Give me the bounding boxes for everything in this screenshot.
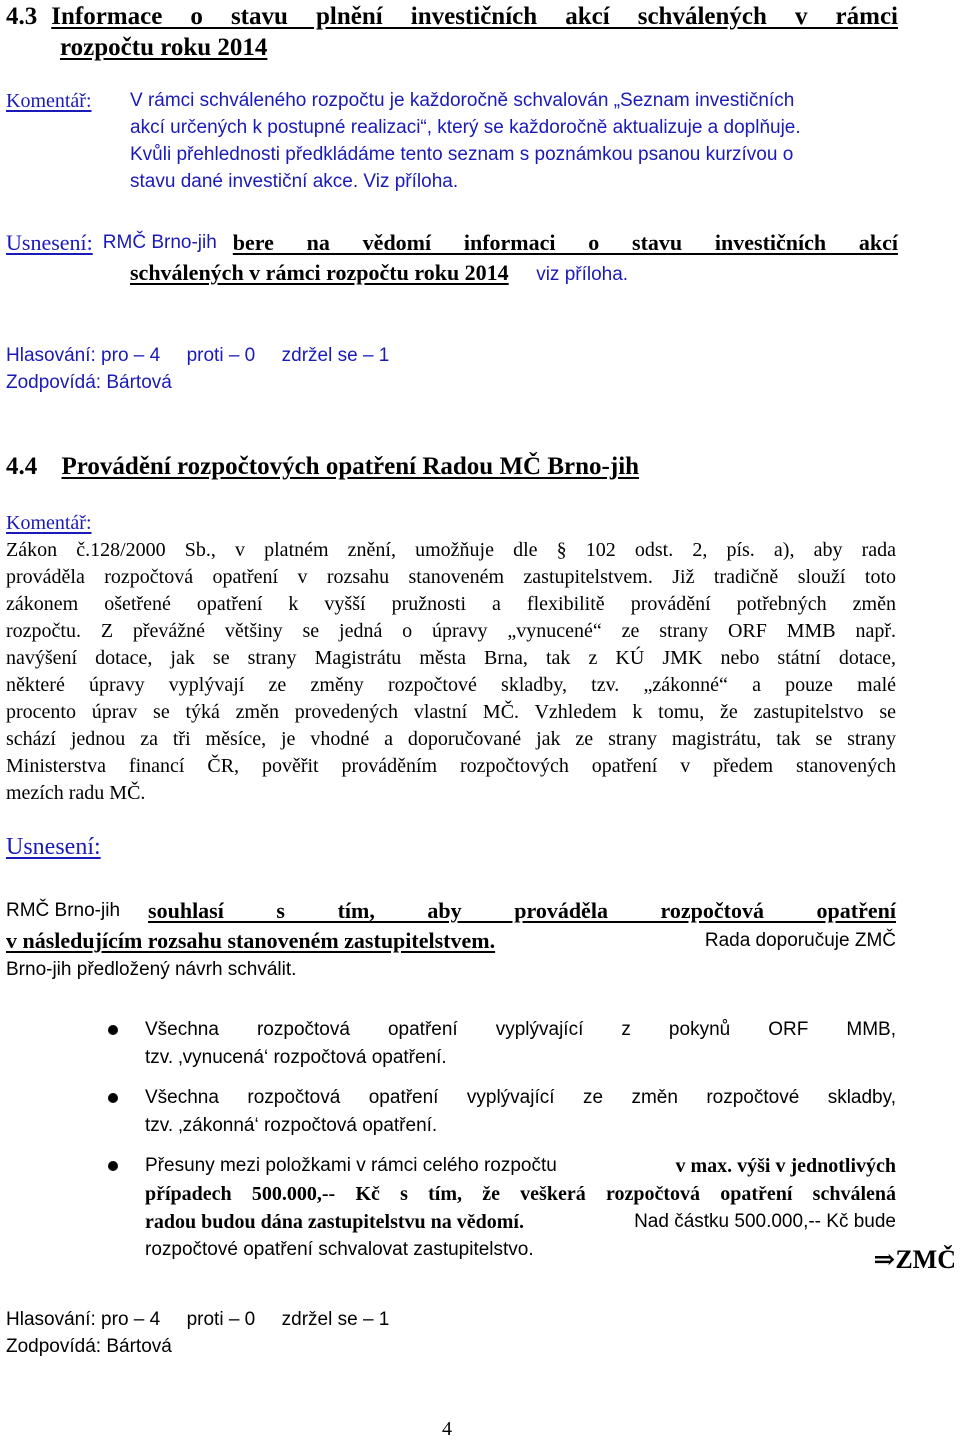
section-4-3-heading [6, 0, 898, 33]
list-item [0, 1152, 896, 1264]
res-tail: Rada doporučuje ZMČ [704, 930, 896, 951]
usneseni-bold-2: schválených v rámci rozpočtu roku 2014 [130, 260, 509, 285]
komentar-label: Komentář: [6, 90, 92, 112]
bullet-text: Přesuny mezi položkami v rámci celého rozpočtu [145, 1155, 557, 1176]
section-4-4-heading [6, 450, 639, 483]
usneseni-line2 [130, 258, 628, 290]
usneseni-bold: bere na vědomí informaci o stavu investičních akcí [232, 230, 898, 255]
section-title: Provádění rozpočtových opatření Radou MČ Brno-jih [61, 453, 640, 480]
section-number: 4.4 [6, 453, 38, 480]
bullet-list [0, 1016, 896, 1264]
bullet-line [145, 1208, 896, 1236]
bullet-text-bold: radou budou dána zastupitelstvu na vědomí. [145, 1211, 524, 1233]
body-line: procento úprav se týká změn provedených vlastní MČ. Vzhledem k tomu, že zastupitelstvo se [6, 701, 896, 723]
komentar-line: stavu dané investiční akce. Viz příloha. [130, 171, 459, 192]
arrow-zmc: ⇒ZMČ [873, 1245, 956, 1274]
bullet-text: Všechna rozpočtová opatření vyplývající z pokynů ORF MMB, [145, 1019, 896, 1040]
usneseni-subject: RMČ Brno-jih [102, 232, 217, 253]
usneseni-4-4-line2 [6, 926, 896, 956]
hlasovani-4-3: Hlasování: pro – 4 proti – 0 zdržel se – 1 [6, 345, 390, 366]
bullet-text: tzv. ‚vynucená‘ rozpočtová opatření. [145, 1047, 447, 1068]
page-number: 4 [442, 1418, 452, 1440]
komentar-line: Kvůli přehlednosti předkládáme tento seznam s poznámkou psanou kurzívou o [130, 144, 794, 165]
body-line: navýšení dotace, jak se strany Magistrátu města Brna, tak z KÚ JMK nebo státní dotace, [6, 647, 896, 669]
list-item [0, 1084, 896, 1140]
section-number: 4.3 [6, 3, 38, 30]
section-title-line2: rozpočtu roku 2014 [60, 34, 268, 61]
body-line: mezích radu MČ. [6, 782, 146, 804]
usneseni-label: Usnesení: [6, 230, 93, 255]
bullet-text: Všechna rozpočtová opatření vyplývající ze změn rozpočtové skladby, [145, 1087, 896, 1108]
body-line: rozpočtu. Z převážné většiny se jedná o úpravy „vynucené“ ze strany ORF MMB např. [6, 620, 896, 642]
section-title-line1: Informace o stavu plnění investičních akcí schválených v rámci [51, 3, 898, 30]
usneseni-label: Usnesení: [6, 834, 101, 860]
komentar-body [6, 537, 896, 807]
body-line: Ministerstva financí ČR, pověřit prováděním rozpočtových opatření v předem stanovených [6, 755, 896, 777]
bullet-line [145, 1152, 896, 1180]
usneseni-4-3 [6, 228, 898, 258]
bullet-text: Nad částku 500.000,-- Kč bude [634, 1211, 896, 1232]
res-bold-1: souhlasí s tím, aby prováděla rozpočtová opatření [148, 898, 896, 923]
bullet-text: rozpočtové opatření schvalovat zastupitelstvo. [145, 1239, 534, 1260]
komentar-line: akcí určených k postupné realizaci“, který se každoročně aktualizuje a doplňuje. [130, 117, 801, 138]
bullet-icon [108, 1161, 118, 1171]
komentar-label: Komentář: [6, 512, 92, 534]
bullet-icon [108, 1025, 118, 1035]
bullet-text: tzv. ‚zákonná‘ rozpočtová opatření. [145, 1115, 438, 1136]
bullet-text-bold: případech 500.000,-- Kč s tím, že veškerá rozpočtová opatření schválená [145, 1183, 896, 1205]
usneseni-4-4-line1 [6, 896, 896, 926]
body-line: schází jednou za tři měsíce, je vhodné a doporučované jak ze strany magistrátu, tak se strany [6, 728, 896, 750]
body-line: prováděla rozpočtová opatření v rozsahu stanoveném zastupitelstvem. Již tradičně slouží toto [6, 566, 896, 588]
res-subject: RMČ Brno-jih [6, 900, 121, 921]
komentar-text [130, 87, 878, 195]
body-line: Zákon č.128/2000 Sb., v platném znění, umožňuje dle § 102 odst. 2, pís. a), aby rada [6, 539, 896, 561]
res-bold-2: v následujícím rozsahu stanoveném zastupitelstvem. [6, 928, 496, 953]
body-line: zákonem ošetřené opatření k vyšší pružnosti a flexibilitě provádění potřebných změn [6, 593, 896, 615]
list-item [0, 1016, 896, 1072]
hlasovani-4-4: Hlasování: pro – 4 proti – 0 zdržel se – 1 [6, 1309, 390, 1330]
komentar-line: V rámci schváleného rozpočtu je každoročně schvalován „Seznam investičních [130, 90, 795, 111]
usneseni-tail: viz příloha. [536, 264, 629, 285]
bullet-text-bold: v max. výši v jednotlivých [675, 1155, 896, 1177]
zodpovida-4-4: Zodpovídá: Bártová [6, 1336, 172, 1357]
res-line3: Brno-jih předložený návrh schválit. [6, 959, 297, 980]
zodpovida-4-3: Zodpovídá: Bártová [6, 372, 172, 393]
body-line: některé úpravy vyplývají ze změny rozpočtové skladby, tzv. „zákonné“ a pouze malé [6, 674, 896, 696]
bullet-icon [108, 1093, 118, 1103]
